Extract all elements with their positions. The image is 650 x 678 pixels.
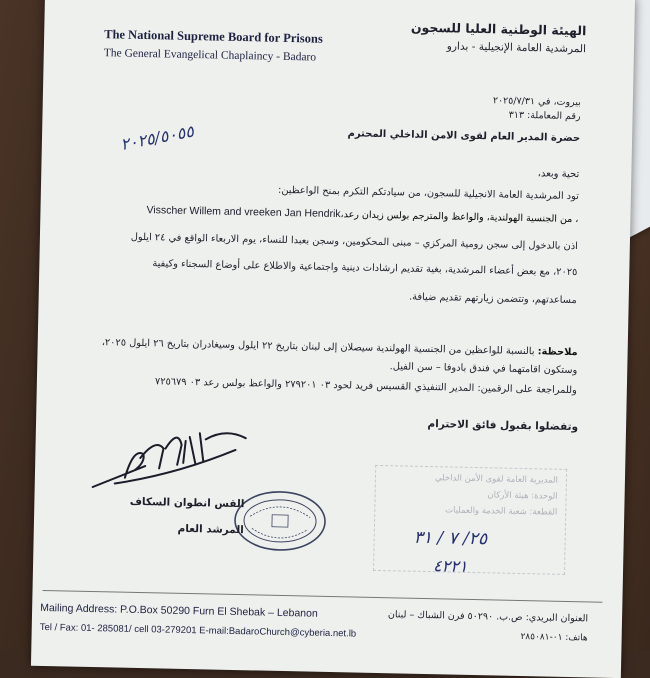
note-line-2: وستكون اقامتهما في فندق بادوفا – سن الفيل. [389, 361, 578, 377]
org-name-en: The National Supreme Board for Prisons [104, 27, 323, 46]
stamp-line-3: القطعة: شعبة الخدمة والعمليات [444, 505, 558, 518]
chaplaincy-seal-icon [231, 488, 328, 554]
closing-phrase: وتفضلوا بقبول فائق الاحترام [427, 418, 579, 434]
preacher-names: Visscher Willem and vreeken Jan Hendrik [146, 204, 341, 221]
received-stamp-faded [373, 465, 567, 575]
footer-mailing-address-en: Mailing Address: P.O.Box 50290 Furn El Shebak – Lebanon [40, 601, 318, 620]
body-paragraph-names [78, 203, 578, 226]
letter-page [31, 0, 635, 678]
note-text-1: بالنسبة للواعظين من الجنسية الهولندية سيصلان إلى لبنان بتاريخ ٢٢ ايلول وسيغادران بتاريخ ٢٦ ايلول ٢٠٢٥، [101, 337, 535, 358]
body-paragraph-4: مساعدتهم، وتتضمن زيارتهم تقديم ضيافة. [408, 291, 577, 307]
footer-mailing-address-ar: العنوان البريدي: ص.ب. ٥٠٢٩٠ فرن الشباك – لبنان [387, 609, 589, 625]
body-paragraph-1: تود المرشدية العامة الانجيلية للسجون، من سيادتكم التكرم بمنح الواعظين: [277, 184, 580, 203]
stamp-line-2: الوحدة: هيئة الأركان [487, 490, 558, 502]
reference-number: رقم المعاملة: ٣١٣ [508, 109, 581, 123]
note-label: ملاحظة: [537, 346, 578, 359]
footer-contact-ar: هاتف: ٠١-٢٨٥٠٨١ [520, 631, 588, 644]
footer-contact-en: Tel / Fax: 01- 285081/ cell 03-279201 E-mail:BadaroChurch@cyberia.net.lb [39, 621, 357, 640]
body-paragraph-2: اذن بالدخول إلى سجن رومية المركزي – مبنى المحكومين، وسجن بعبدا للنساء، يوم الاربعاء الواقع في ٢٤ ايلول [130, 231, 578, 253]
org-name-ar: الهيئة الوطنية العليا للسجون [410, 19, 587, 39]
addressee: حضرة المدير العام لقوى الامن الداخلي المحترم [347, 128, 581, 145]
stamp-line-1: المديرية العامة لقوى الأمن الداخلي [434, 473, 559, 486]
signatory-title: المرشد العام [177, 522, 244, 537]
handwritten-signature [84, 417, 256, 501]
handwritten-note: ٢٠٢٥/٥٠٥٥ [118, 121, 196, 155]
dept-name-ar: المرشدية العامة الإنجيلية - بدارو [446, 40, 587, 56]
note-section [100, 323, 592, 413]
signatory-name: القس انطوان السكاف [129, 495, 245, 511]
names-continuation: ، من الجنسية الهولندية، والواعظ والمترجم بولس زيدان رعد، [340, 209, 579, 226]
greeting: تحية وبعد، [537, 168, 580, 181]
note-line-1 [98, 337, 578, 358]
body-paragraph-3: ٢٠٢٥، مع بعض أعضاء المرشدية، بغية تقديم ارشادات دينية واجتماعية والاطلاع على أوضاع السجناء وكيفية [152, 258, 578, 279]
stamp-handwritten-number: ٤٢٢١ [432, 556, 468, 576]
stamp-handwritten-date: ٢٥/ ٧ / ٣١ [413, 527, 488, 550]
dept-name-en: The General Evangelical Chaplaincy - Badaro [103, 47, 317, 64]
footer-divider [43, 590, 603, 603]
letter-date: بيروت، في ٢٠٢٥/٧/٣١ [492, 95, 581, 109]
note-line-3: وللمراجعة على الرقمين: المدير التنفيذي القسيس فريد لحود ٠٣ ٢٧٩٢٠١ والواعظ بولس رعد ٠٣ ٧٢٥٦٧٩ [154, 376, 577, 397]
